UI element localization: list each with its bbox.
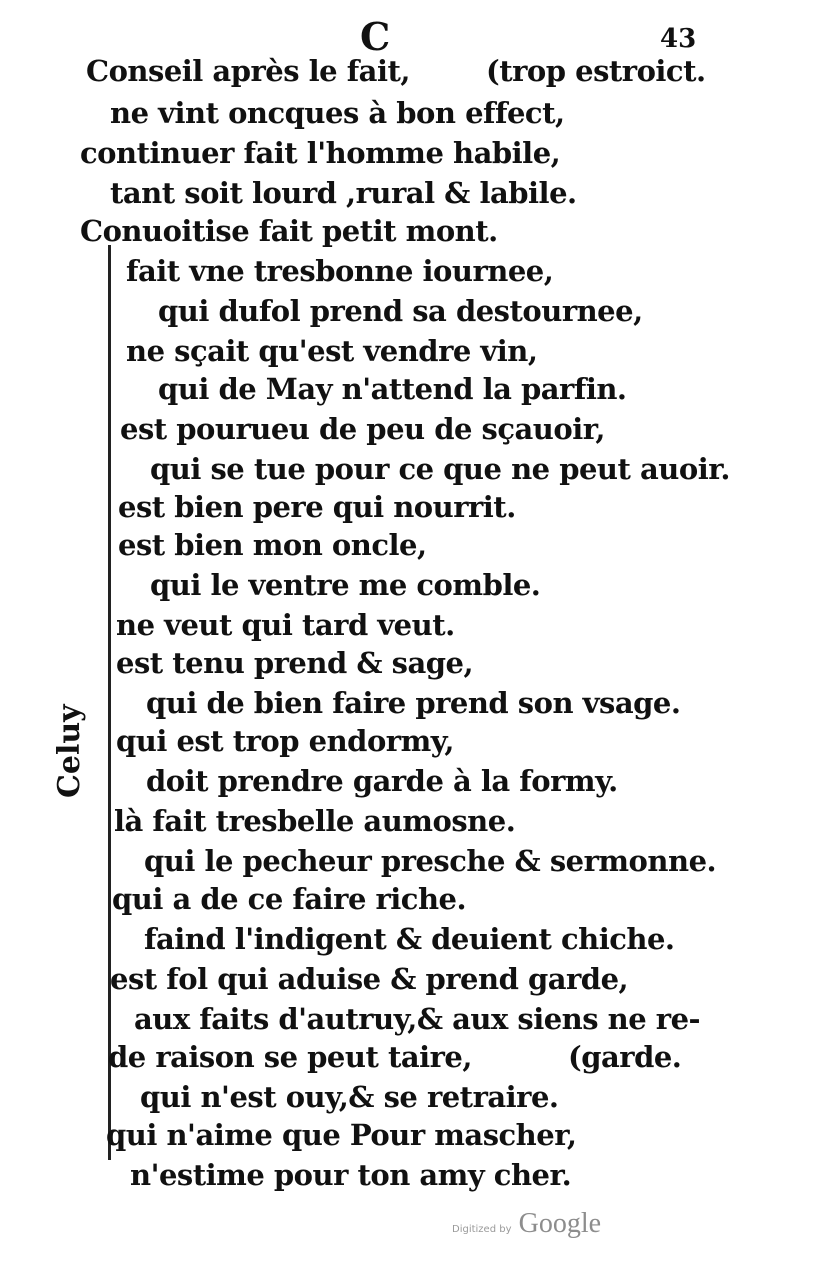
text-line: qui de bien faire prend son vsage. <box>146 686 681 720</box>
text-line: de raison se peut taire, <box>108 1040 472 1074</box>
text-line: fait vne tresbonne iournee, <box>126 254 554 288</box>
text-line: Conseil après le fait, <box>86 54 410 88</box>
text-line: faind l'indigent & deuient chiche. <box>144 922 675 956</box>
text-line: tant soit lourd ,rural & labile. <box>110 176 577 210</box>
google-logo-text: Google <box>518 1208 602 1239</box>
text-line: (trop estroict. <box>486 54 706 88</box>
text-line: qui n'aime que Pour mascher, <box>106 1118 577 1152</box>
text-line: qui n'est ouy,& se retraire. <box>140 1080 559 1114</box>
text-line: qui le ventre me comble. <box>150 568 541 602</box>
text-line: doit prendre garde à la formy. <box>146 764 618 798</box>
text-line: n'estime pour ton amy cher. <box>130 1158 572 1192</box>
text-line: qui a de ce faire riche. <box>112 882 467 916</box>
text-line: est tenu prend & sage, <box>116 646 474 680</box>
text-line: ne sçait qu'est vendre vin, <box>126 334 538 368</box>
text-line: (garde. <box>568 1040 682 1074</box>
text-line: est fol qui aduise & prend garde, <box>110 962 629 996</box>
text-line: aux faits d'autruy,& aux siens ne re- <box>134 1002 701 1036</box>
bracket-rule <box>108 245 111 1160</box>
text-line: qui dufol prend sa destournee, <box>158 294 643 328</box>
text-line: qui de May n'attend la parfin. <box>158 372 627 406</box>
text-line: là fait tresbelle aumosne. <box>114 804 516 838</box>
text-line: ne veut qui tard veut. <box>116 608 455 642</box>
signature-mark: C <box>360 14 391 59</box>
text-line: Conuoitise fait petit mont. <box>80 214 498 248</box>
digitized-label: Digitized by <box>452 1224 512 1235</box>
digitized-watermark <box>452 1208 601 1240</box>
text-line: est bien pere qui nourrit. <box>118 490 516 524</box>
text-line: qui se tue pour ce que ne peut auoir. <box>150 452 730 486</box>
text-line: continuer fait l'homme habile, <box>80 136 561 170</box>
margin-word <box>48 660 88 800</box>
text-line: est pourueu de peu de sçauoir, <box>120 412 606 446</box>
text-line: est bien mon oncle, <box>118 528 427 562</box>
page-number: 43 <box>660 24 697 54</box>
text-line: ne vint oncques à bon effect, <box>110 96 565 130</box>
text-line: qui le pecheur presche & sermonne. <box>144 844 717 878</box>
margin-word-text: Celuy <box>52 704 87 798</box>
text-line: qui est trop endormy, <box>116 724 454 758</box>
